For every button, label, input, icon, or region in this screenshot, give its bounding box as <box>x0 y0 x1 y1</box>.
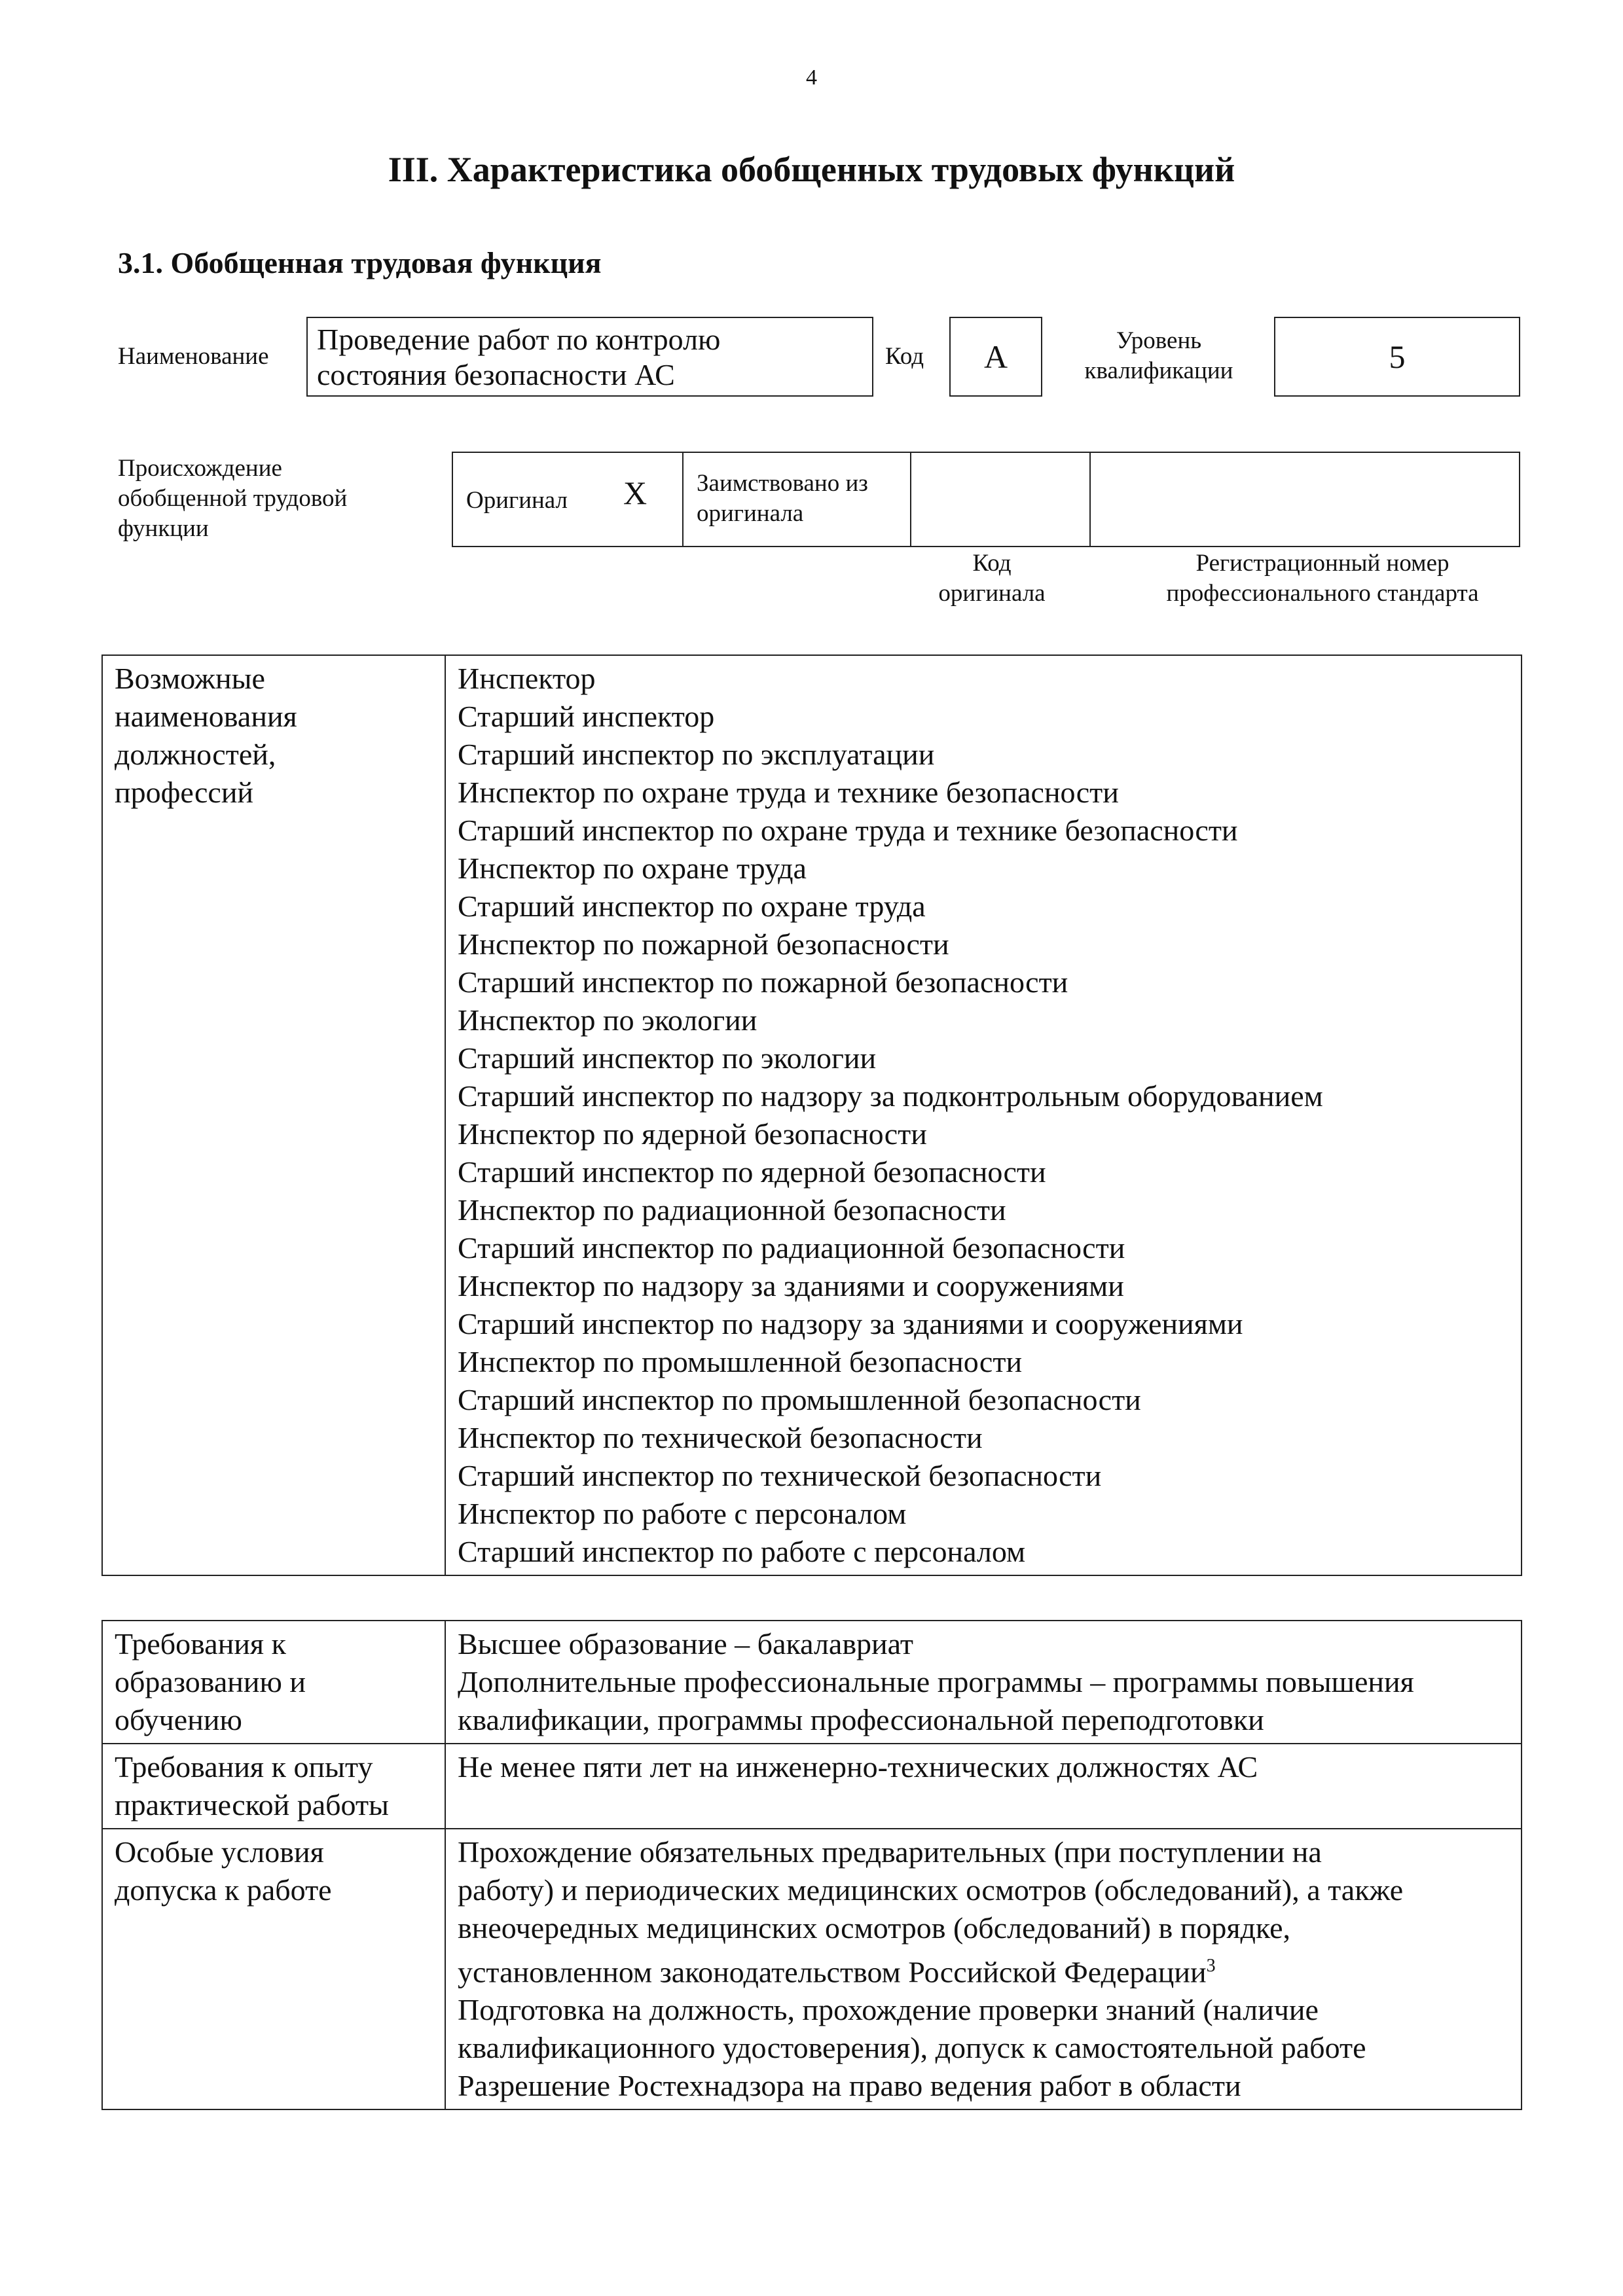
origin-table <box>452 452 1520 547</box>
position-item: Старший инспектор по экологии <box>458 1041 877 1075</box>
position-item: Старший инспектор по промышленной безопасности <box>458 1383 1141 1416</box>
requirements-table <box>101 1620 1522 2110</box>
registration-number-caption-line: профессионального стандарта <box>1166 580 1479 607</box>
education-value-line: Дополнительные профессиональные программы – программы повышения <box>458 1665 1414 1698</box>
position-item: Старший инспектор по эксплуатации <box>458 738 935 771</box>
positions-label-line: должностей, <box>115 738 276 771</box>
original-code-caption-line: Код <box>972 550 1012 577</box>
conditions-value-line: Прохождение обязательных предварительных (при поступлении на <box>458 1835 1322 1869</box>
conditions-value-line: Разрешение Ростехнадзора на право ведения работ в области <box>458 2069 1241 2103</box>
position-item: Инспектор по промышленной безопасности <box>458 1345 1023 1378</box>
table-row <box>102 1744 1522 1829</box>
position-item: Старший инспектор по охране труда и технике безопасности <box>458 814 1238 847</box>
section-heading: III. Характеристика обобщенных трудовых функций <box>388 150 1235 189</box>
original-code-caption-line: оригинала <box>938 580 1046 607</box>
conditions-value-line: Подготовка на должность, прохождение проверки знаний (наличие <box>458 1993 1319 2027</box>
position-item: Инспектор по охране труда и технике безопасности <box>458 776 1119 809</box>
origin-label <box>118 454 347 544</box>
original-mark: X <box>623 475 647 511</box>
position-item: Инспектор по работе с персоналом <box>458 1497 907 1530</box>
position-item: Старший инспектор по ядерной безопасности <box>458 1155 1046 1189</box>
original-cell <box>453 453 684 546</box>
code-label: Код <box>885 343 924 370</box>
borrowed-label <box>697 469 868 529</box>
conditions-label-cell <box>102 1829 445 2109</box>
position-item: Инспектор <box>458 662 596 695</box>
experience-value-line: Не менее пяти лет на инженерно-технических должностях АС <box>458 1750 1258 1784</box>
qualification-level-label-line: квалификации <box>1084 357 1233 384</box>
origin-label-line: функции <box>118 515 209 542</box>
education-value-line: Высшее образование – бакалавриат <box>458 1627 913 1660</box>
function-name-line: Проведение работ по контролю <box>317 323 721 356</box>
experience-value-cell <box>445 1744 1522 1829</box>
education-value-line: квалификации, программы профессиональной переподготовки <box>458 1703 1264 1736</box>
position-item: Старший инспектор <box>458 700 715 733</box>
origin-label-line: Происхождение <box>118 455 282 482</box>
position-item: Старший инспектор по пожарной безопасности <box>458 965 1068 999</box>
education-value-cell <box>445 1621 1522 1744</box>
borrowed-cell <box>684 453 911 546</box>
name-label: Наименование <box>118 343 269 370</box>
position-item: Инспектор по радиационной безопасности <box>458 1193 1006 1227</box>
position-item: Инспектор по надзору за зданиями и сооружениями <box>458 1269 1124 1302</box>
education-label-line: обучению <box>115 1703 242 1736</box>
function-name-line: состояния безопасности АС <box>317 358 675 391</box>
subsection-heading: 3.1. Обобщенная трудовая функция <box>118 246 602 279</box>
position-item: Старший инспектор по надзору за подконтрольным оборудованием <box>458 1079 1323 1113</box>
qualification-level-label-line: Уровень <box>1116 327 1202 354</box>
experience-label-cell <box>102 1744 445 1829</box>
positions-label-line: профессий <box>115 776 254 809</box>
conditions-value-line: работу) и периодических медицинских осмотров (обследований), а также <box>458 1873 1404 1907</box>
qualification-level-label <box>1061 326 1257 386</box>
table-row <box>102 655 1522 1575</box>
qualification-level-value: 5 <box>1274 317 1520 397</box>
positions-label-line: Возможные <box>115 662 265 695</box>
positions-table <box>101 655 1522 1576</box>
positions-label-line: наименования <box>115 700 297 733</box>
conditions-label-line: Особые условия <box>115 1835 324 1869</box>
position-item: Инспектор по экологии <box>458 1003 757 1037</box>
conditions-label-line: допуска к работе <box>115 1873 332 1907</box>
conditions-value-line: квалификационного удостоверения), допуск к самостоятельной работе <box>458 2031 1366 2065</box>
conditions-value-cell <box>445 1829 1522 2109</box>
position-item: Старший инспектор по работе с персоналом <box>458 1535 1026 1568</box>
conditions-value-line <box>458 1947 1509 1991</box>
code-value: А <box>949 317 1042 397</box>
conditions-value-text: установленном законодательством Российской Федерации <box>458 1955 1207 1989</box>
position-item: Инспектор по технической безопасности <box>458 1421 983 1454</box>
position-item: Инспектор по охране труда <box>458 852 807 885</box>
original-code-cell <box>911 453 1091 546</box>
page-number: 4 <box>806 65 817 90</box>
registration-number-cell <box>1091 453 1519 546</box>
education-label-line: образованию и <box>115 1665 306 1698</box>
footnote-mark: 3 <box>1206 1956 1216 1976</box>
conditions-value-line: внеочередных медицинских осмотров (обследований) в порядке, <box>458 1911 1291 1945</box>
experience-label-line: Требования к опыту <box>115 1750 373 1784</box>
positions-list-cell <box>445 655 1522 1575</box>
original-label: Оригинал <box>466 487 568 514</box>
origin-label-line: обобщенной трудовой <box>118 485 348 512</box>
borrowed-label-line: оригинала <box>697 500 804 527</box>
position-item: Инспектор по пожарной безопасности <box>458 927 949 961</box>
registration-number-caption <box>1113 548 1532 609</box>
table-row <box>102 1621 1522 1744</box>
position-item: Инспектор по ядерной безопасности <box>458 1117 927 1151</box>
registration-number-caption-line: Регистрационный номер <box>1195 550 1450 577</box>
table-row <box>102 1829 1522 2109</box>
borrowed-label-line: Заимствовано из <box>697 470 868 497</box>
education-label-cell <box>102 1621 445 1744</box>
education-label-line: Требования к <box>115 1627 286 1660</box>
experience-label-line: практической работы <box>115 1788 389 1821</box>
original-code-caption <box>903 548 1080 609</box>
position-item: Старший инспектор по радиационной безопасности <box>458 1231 1125 1265</box>
position-item: Старший инспектор по надзору за зданиями и сооружениями <box>458 1307 1243 1340</box>
position-item: Старший инспектор по технической безопасности <box>458 1459 1102 1492</box>
position-item: Старший инспектор по охране труда <box>458 889 926 923</box>
function-name-box <box>306 317 873 397</box>
positions-label-cell <box>102 655 445 1575</box>
